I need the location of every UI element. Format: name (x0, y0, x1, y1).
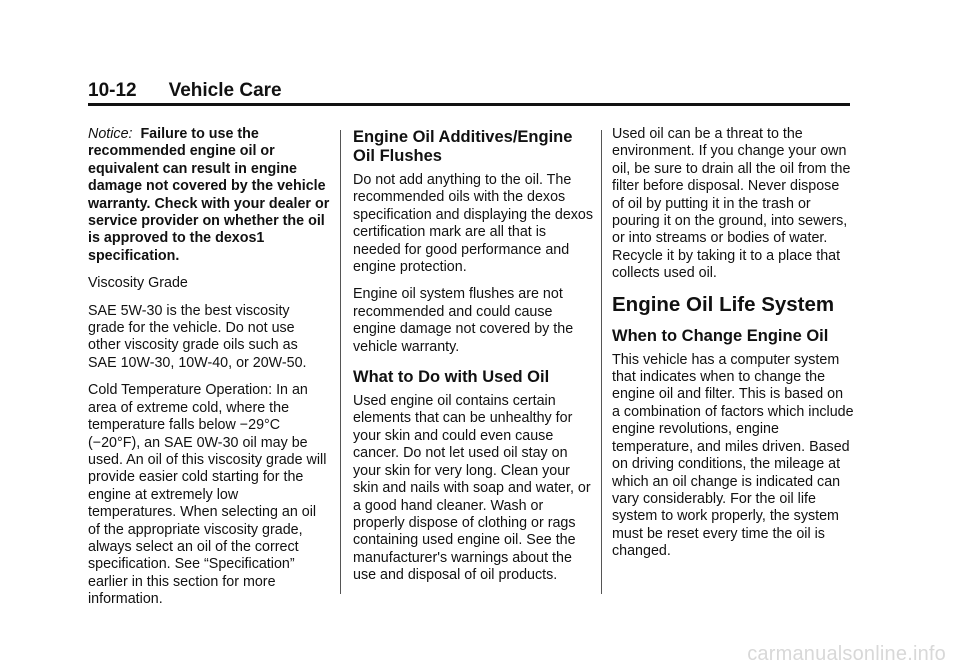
column-1 (88, 126, 330, 619)
notice-paragraph (88, 126, 330, 265)
viscosity-heading: Viscosity Grade (88, 275, 188, 292)
column-divider-1 (340, 130, 341, 594)
used-oil-continued-paragraph: Used oil can be a threat to the environment. If you change your own oil, be sure to drain all the oil from the filter before disposal. Never dispose of oil by putting it in the trash or pouring it on the ground, into sewers, or into streams or bodies of water. Recycle it by taking it to a place that collects used oil. (612, 126, 851, 282)
watermark: carmanualsonline.info (747, 643, 946, 665)
column-3 (612, 126, 854, 571)
when-to-change-heading: When to Change Engine Oil (612, 326, 829, 345)
used-oil-paragraph: Used engine oil contains certain elements that can be unhealthy for your skin and could even cause cancer. Do not let used oil stay on your skin for very long. Clean your skin and nails with soap and water, or a good hand cleaner. Wash or properly dispose of clothing or rags containing used engine oil. See the manufacturer's warnings about the use and disposal of oil products. (353, 393, 591, 584)
cold-temperature-paragraph: Cold Temperature Operation: In an area of extreme cold, where the temperature falls below −29°C (−20°F), an SAE 0W-30 oil may be used. An oil of this viscosity grade will provide easier cold starting for the engine at extremely low temperatures. When selecting an oil of the appropriate viscosity grade, always select an oil of the correct specification. See “Specification” earlier in this section for more information. (88, 382, 327, 608)
notice-text: Failure to use the recommended engine oil or equivalent can result in engine damage not covered by the vehicle warranty. Check with your dealer or service provider on whether the oil is approved to the dexos1 specification. (88, 126, 330, 264)
page-number: 10-12 (88, 80, 137, 101)
viscosity-paragraph: SAE 5W-30 is the best viscosity grade for the vehicle. Do not use other viscosity grade oils such as SAE 10W-30, 10W-40, or 20W-50. (88, 302, 307, 371)
when-to-change-paragraph: This vehicle has a computer system that indicates when to change the engine oil and filter. This is based on a combination of factors which include engine revolutions, engine temperature, and miles driven. Based on driving conditions, the mileage at which an oil change is indicated can vary considerably. For the oil life system to work properly, the system must be reset every time the oil is changed. (612, 351, 854, 560)
header-rule (88, 103, 850, 106)
section-title: Vehicle Care (168, 80, 282, 101)
additives-heading: Engine Oil Additives/Engine Oil Flushes (353, 128, 573, 165)
column-2 (353, 126, 595, 595)
notice-label: Notice: (88, 126, 133, 142)
column-divider-2 (601, 130, 602, 594)
used-oil-heading: What to Do with Used Oil (353, 368, 550, 387)
life-system-heading: Engine Oil Life System (612, 292, 835, 316)
flushes-paragraph: Engine oil system flushes are not recommended and could cause engine damage not covered by the vehicle warranty. (353, 286, 574, 355)
page-header (88, 80, 850, 102)
additives-paragraph: Do not add anything to the oil. The recommended oils with the dexos specification and displaying the dexos certification mark are all that is needed for good performance and engine protection. (353, 172, 594, 276)
